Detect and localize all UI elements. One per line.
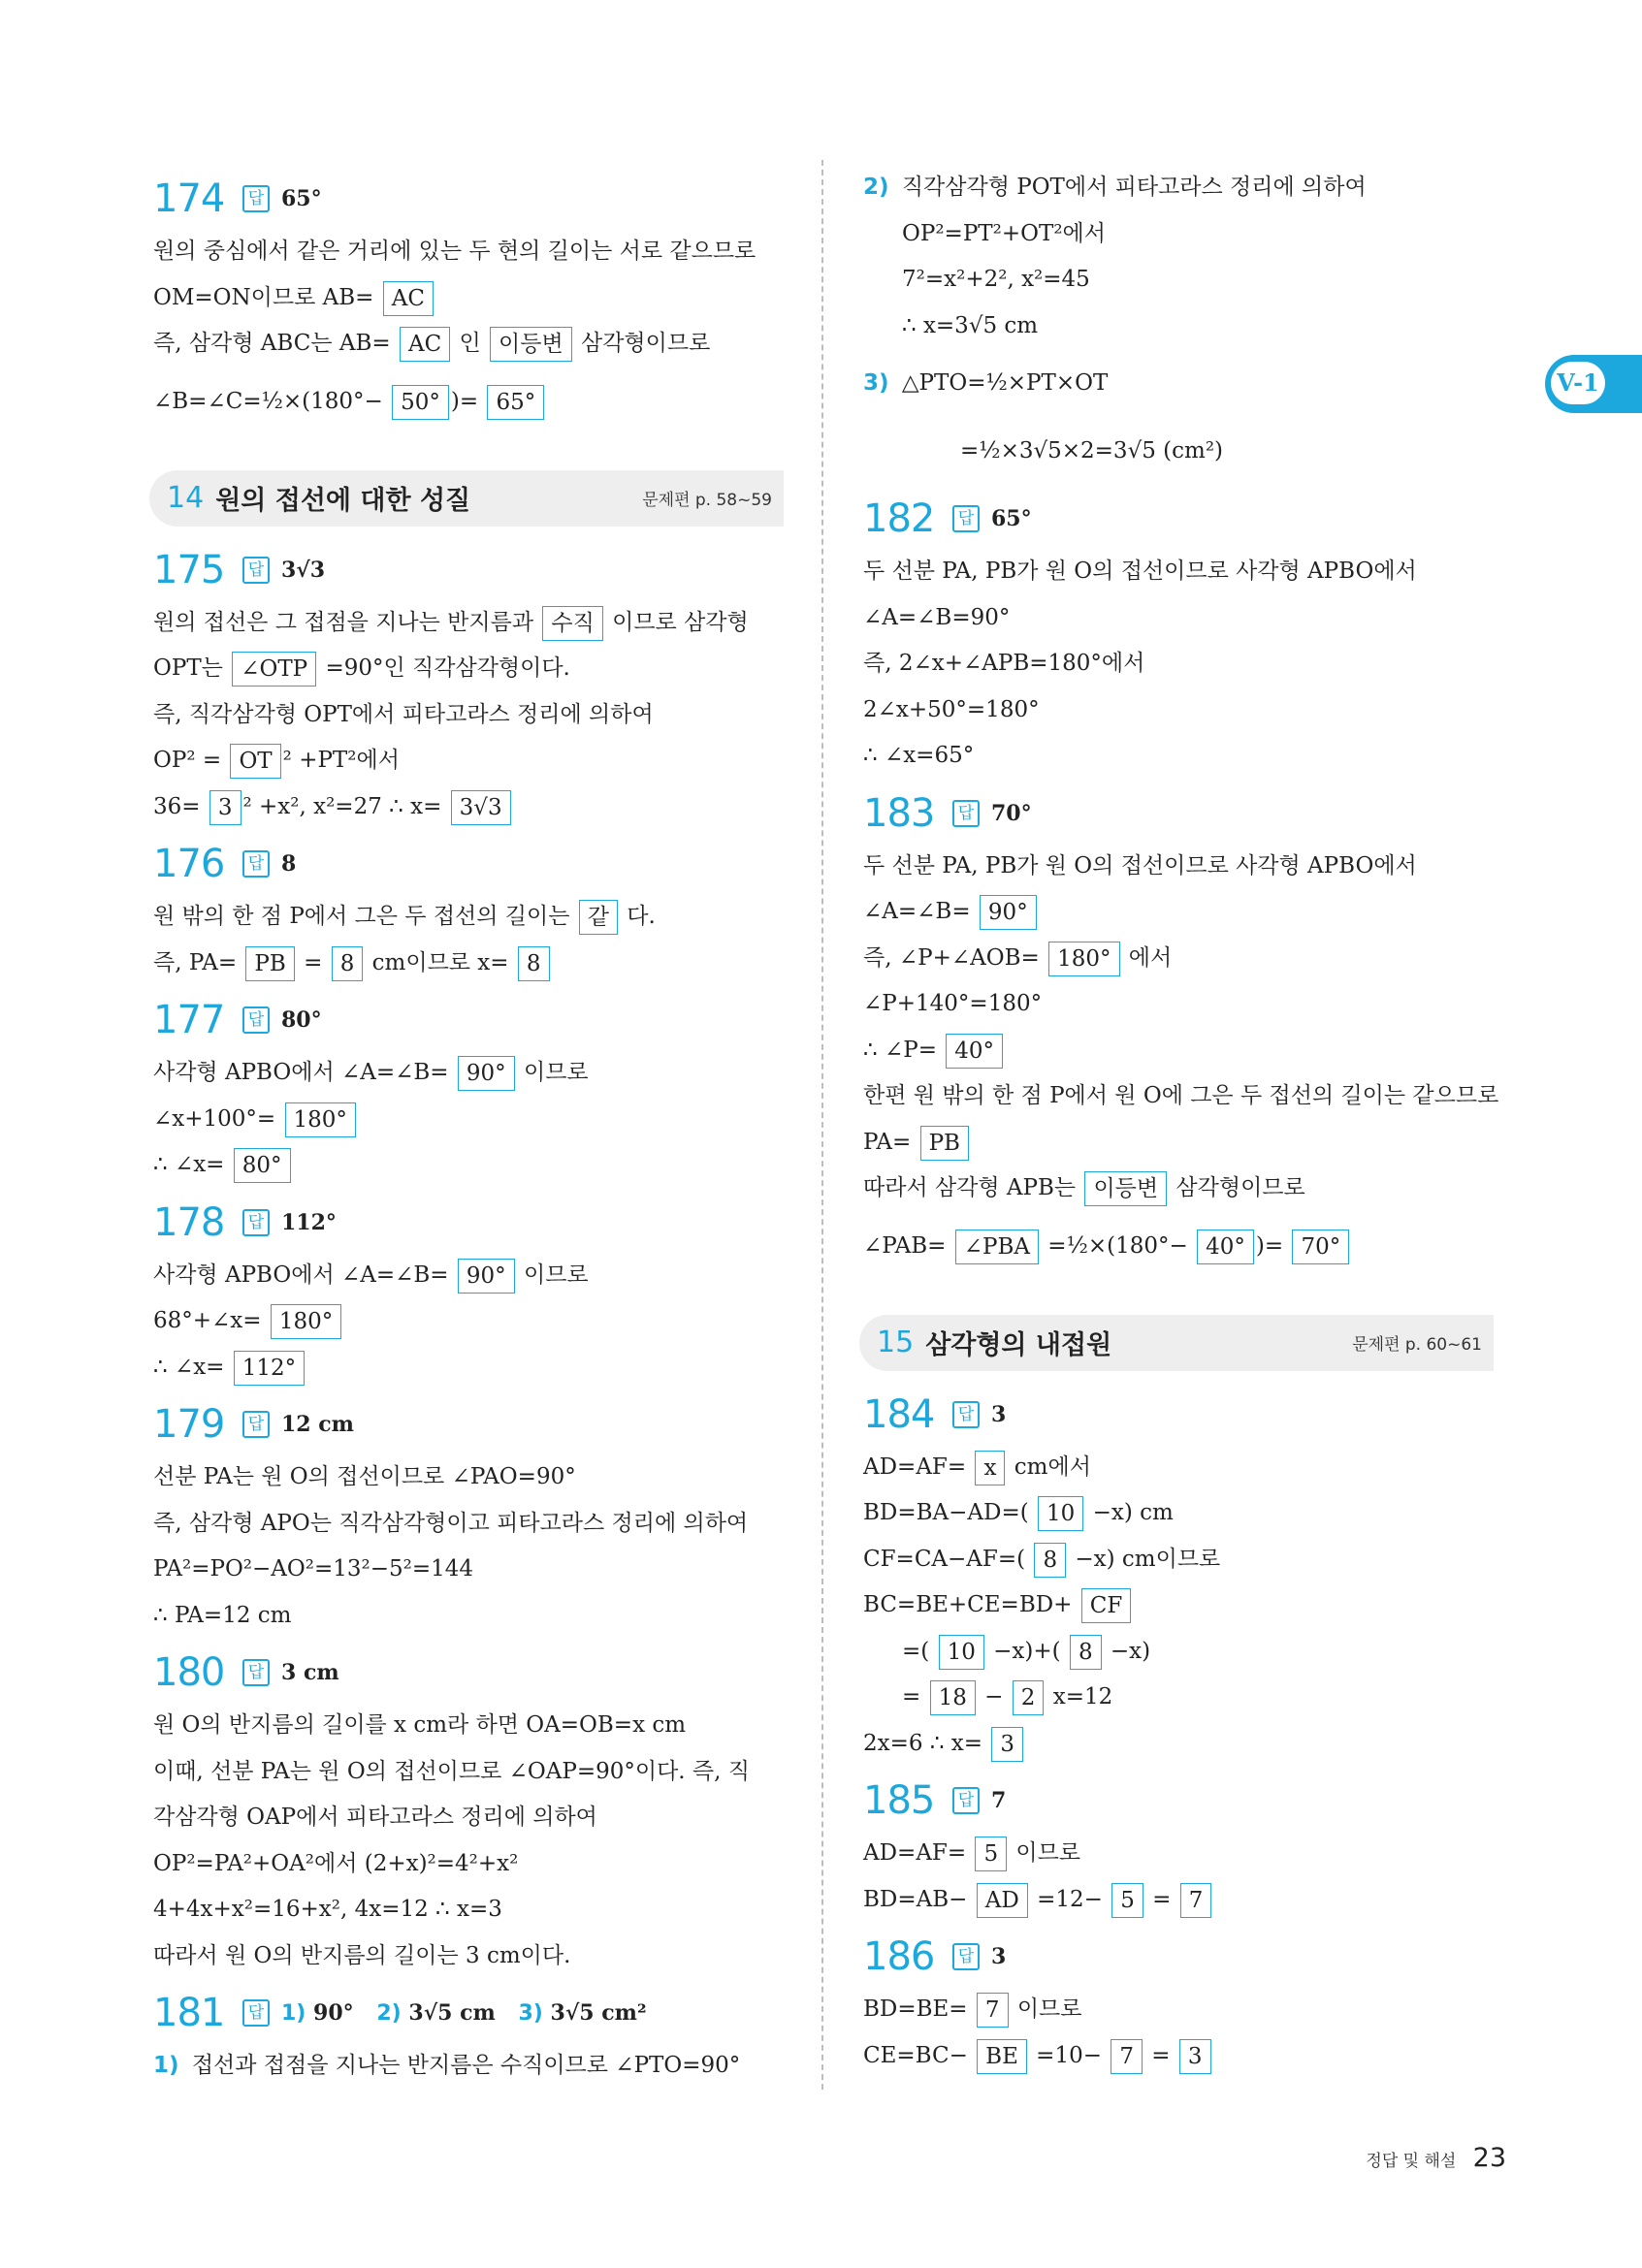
solution-line: 따라서 삼각형 APB는 이등변 삼각형이므로 — [863, 1166, 1494, 1212]
problem-number: 185 — [863, 1778, 935, 1823]
answer-box: 18 — [930, 1680, 976, 1715]
section-number: 14 — [167, 481, 205, 515]
answer-box: 65° — [487, 385, 544, 420]
section-page-ref: 문제편 p. 60~61 — [1352, 1335, 1482, 1355]
solution-line: 사각형 APBO에서 ∠A=∠B= 90° 이므로 — [153, 1050, 784, 1097]
solution-line: =½×3√5×2=3√5 (cm²) — [960, 438, 1224, 463]
solution-line: 즉, 직각삼각형 OPT에서 피타고라스 정리에 의하여 — [153, 701, 654, 727]
answer-box: PB — [920, 1126, 969, 1161]
step-label: 2) — [863, 175, 889, 200]
problem-number: 177 — [153, 998, 225, 1042]
solution-line — [153, 2043, 784, 2090]
problem-number: 182 — [863, 496, 935, 541]
solution-line: ∠B=∠C=½×(180°− 50° )= 65° — [153, 367, 784, 435]
problem-number: 186 — [863, 1934, 935, 1979]
solution-line: BD=BA−AD=( 10 −x) cm — [863, 1490, 1494, 1537]
answer-box: OT — [230, 744, 280, 779]
solution-line: AD=AF= x cm에서 — [863, 1445, 1494, 1491]
answer-box: 7 — [1180, 1883, 1212, 1918]
answer-badge: 답 — [952, 505, 980, 532]
solution-line: 두 선분 PA, PB가 원 O의 접선이므로 사각형 APBO에서 — [863, 852, 1417, 878]
solution-line: 즉, 삼각형 APO는 직각삼각형이고 피타고라스 정리에 의하여 — [153, 1510, 749, 1536]
answer-badge: 답 — [242, 1209, 270, 1236]
answer-box: 3 — [1179, 2039, 1211, 2074]
answer-label: 1) — [281, 2001, 306, 2026]
answer-label: 2) — [376, 2001, 402, 2026]
answer-box: 112° — [234, 1351, 305, 1386]
answer-badge: 답 — [242, 1659, 270, 1686]
solution-line: CE=BC− BE =10− 7 = 3 — [863, 2033, 1494, 2080]
answer-box: 8 — [1070, 1635, 1102, 1670]
section-banner-15 — [859, 1315, 1494, 1371]
solution-line: OP²=PT²+OT²에서 — [902, 220, 1106, 246]
answer-values — [281, 2000, 647, 2026]
problem-number: 174 — [153, 176, 225, 221]
solution-line: 한편 원 밖의 한 점 P에서 원 O에 그은 두 접선의 길이는 같으므로 — [863, 1083, 1499, 1108]
problem-number: 178 — [153, 1199, 225, 1245]
solution-line — [863, 349, 1494, 417]
answer-value: 7 — [991, 1788, 1007, 1813]
solution-line: OP²=PA²+OA²에서 (2+x)²=4²+x² — [153, 1850, 519, 1876]
answer-value: 3 cm — [281, 1660, 339, 1685]
answer-box: 90° — [458, 1056, 515, 1091]
problem-181 — [153, 1989, 784, 2090]
answer-badge: 답 — [952, 1943, 980, 1970]
page-footer — [1366, 2143, 1506, 2173]
answer-badge: 답 — [952, 1401, 980, 1428]
problem-number: 176 — [153, 842, 225, 886]
answer-box: 5 — [975, 1837, 1007, 1871]
solution-line: 68°+∠x= 180° — [153, 1298, 784, 1345]
section-title: 삼각형의 내접원 — [925, 1330, 1112, 1360]
solution-line: 7²=x²+2², x²=45 — [902, 267, 1090, 292]
solution-line: BC=BE+CE=BD+ CF — [863, 1582, 1494, 1629]
section-page-ref: 문제편 p. 58~59 — [642, 491, 772, 510]
problem-178 — [153, 1198, 784, 1391]
solution-line: BD=AB− AD =12− 5 = 7 — [863, 1877, 1494, 1924]
answer-box: 10 — [1038, 1496, 1083, 1531]
answer-box: 90° — [458, 1259, 515, 1294]
problem-175 — [153, 546, 784, 831]
solution-line: ∴ ∠x=65° — [863, 743, 975, 768]
answer-label: 3) — [518, 2001, 543, 2026]
problem-177 — [153, 996, 784, 1189]
left-column — [153, 165, 784, 2090]
answer-box: PB — [245, 946, 294, 981]
chapter-label: V-1 — [1551, 362, 1605, 404]
solution-line: = 18 − 2 x=12 — [863, 1675, 1494, 1721]
solution-line: OP² = OT ² +PT²에서 — [153, 738, 784, 784]
answer-box: ∠PBA — [955, 1230, 1039, 1264]
answer-badge: 답 — [242, 1999, 270, 2027]
step-text: 접선과 접점을 지나는 반지름은 수직이므로 ∠PTO=90° — [191, 2053, 741, 2078]
solution-line: ∠A=∠B= 90° — [863, 889, 1494, 936]
solution-line: 두 선분 PA, PB가 원 O의 접선이므로 사각형 APBO에서 — [863, 559, 1417, 584]
page-number: 23 — [1472, 2143, 1506, 2173]
solution-line: 원 밖의 한 점 P에서 그은 두 접선의 길이는 같 다. — [153, 894, 784, 941]
answer-box: CF — [1081, 1588, 1132, 1623]
answer-box: 180° — [271, 1304, 341, 1339]
answer-box: AD — [977, 1883, 1028, 1918]
section-banner-14 — [149, 470, 784, 527]
solution-line: 사각형 APBO에서 ∠A=∠B= 90° 이므로 — [153, 1253, 784, 1299]
answer-box: 40° — [946, 1034, 1003, 1069]
answer-value: 70° — [991, 800, 1032, 826]
answer-box: x — [975, 1451, 1005, 1485]
solution-line: 4+4x+x²=16+x², 4x=12 ∴ x=3 — [153, 1897, 502, 1922]
problem-184 — [863, 1390, 1494, 1768]
solution-line: ∠x+100°= 180° — [153, 1097, 784, 1143]
answer-box: 3√3 — [451, 790, 511, 825]
problem-181-continued — [863, 165, 1494, 485]
solution-line: =( 10 −x)+( 8 −x) — [863, 1629, 1494, 1676]
answer-box: 90° — [980, 895, 1037, 930]
answer-badge: 답 — [242, 850, 270, 878]
answer-value: 3√5 cm — [408, 2000, 496, 2026]
answer-box: AC — [400, 327, 450, 362]
answer-badge: 답 — [952, 800, 980, 827]
answer-box: ∠OTP — [232, 652, 316, 687]
right-column — [863, 165, 1499, 2079]
problem-186 — [863, 1933, 1494, 2079]
solution-line: 즉, ∠P+∠AOB= 180° 에서 — [863, 936, 1494, 982]
answer-box: 수직 — [542, 606, 602, 641]
solution-line: 즉, 삼각형 ABC는 AB= AC 인 이등변 삼각형이므로 — [153, 321, 784, 367]
solution-line: OPT는 ∠OTP =90°인 직각삼각형이다. — [153, 646, 784, 692]
solution-line: AD=AF= 5 이므로 — [863, 1831, 1494, 1877]
footer-text: 정답 및 해설 — [1366, 2152, 1457, 2171]
problem-number: 184 — [863, 1391, 935, 1437]
answer-box: 8 — [332, 946, 364, 981]
answer-badge: 답 — [242, 185, 270, 212]
solution-line: PA= PB — [863, 1120, 1494, 1166]
solution-line: ∴ ∠x= 80° — [153, 1142, 784, 1189]
answer-box: 8 — [1034, 1543, 1066, 1578]
chapter-tab — [1545, 355, 1642, 413]
answer-value: 3√3 — [281, 557, 326, 583]
step-label: 3) — [863, 370, 889, 396]
answer-box: 같 — [579, 900, 618, 935]
solution-line: CF=CA−AF=( 8 −x) cm이므로 — [863, 1537, 1494, 1583]
answer-value: 8 — [281, 851, 297, 877]
solution-line: PA²=PO²−AO²=13²−5²=144 — [153, 1556, 474, 1581]
solution-line: ∴ ∠x= 112° — [153, 1345, 784, 1391]
answer-value: 65° — [991, 506, 1032, 531]
solution-line: ∴ PA=12 cm — [153, 1602, 292, 1628]
solution-line: OM=ON이므로 AB= AC — [153, 275, 784, 322]
answer-box: 2 — [1013, 1680, 1045, 1715]
solution-line: ∠P+140°=180° — [863, 991, 1043, 1016]
answer-box: 40° — [1197, 1230, 1254, 1264]
solution-line: 즉, 2∠x+∠APB=180°에서 — [863, 651, 1145, 676]
solution-line: 즉, PA= PB = 8 cm이므로 x= 8 — [153, 941, 784, 987]
solution-line: 2∠x+50°=180° — [863, 696, 1040, 722]
solution-line: 선분 PA는 원 O의 접선이므로 ∠PAO=90° — [153, 1464, 576, 1489]
answer-box: 70° — [1292, 1230, 1349, 1264]
problem-number: 179 — [153, 1402, 225, 1447]
problem-number: 183 — [863, 790, 935, 836]
answer-box: 8 — [518, 946, 550, 981]
answer-box: BE — [977, 2039, 1027, 2074]
answer-box: 180° — [1048, 942, 1119, 976]
answer-badge: 답 — [952, 1787, 980, 1814]
answer-box: 3 — [209, 790, 241, 825]
problem-number: 181 — [153, 1991, 225, 2035]
answer-value: 80° — [281, 1007, 322, 1033]
answer-box: AC — [383, 281, 434, 316]
answer-box: 이등변 — [490, 327, 572, 362]
problem-176 — [153, 840, 784, 986]
problem-182 — [863, 495, 1494, 780]
answer-value: 3 — [991, 1401, 1007, 1427]
problem-174 — [153, 175, 784, 435]
section-number: 15 — [877, 1326, 915, 1359]
solution-line: ∠A=∠B=90° — [863, 604, 1011, 630]
step-label: 1) — [153, 2053, 179, 2078]
solution-line: 원 O의 반지름의 길이를 x cm라 하면 OA=OB=x cm — [153, 1712, 687, 1738]
solution-line: 각삼각형 OAP에서 피타고라스 정리에 의하여 — [153, 1805, 597, 1830]
solution-line — [863, 165, 1494, 211]
answer-box: 180° — [285, 1102, 356, 1137]
solution-line: ∠PAB= ∠PBA =½×(180°− 40° )= 70° — [863, 1212, 1494, 1280]
solution-line: ∴ ∠P= 40° — [863, 1028, 1494, 1074]
solution-line: 이때, 선분 PA는 원 O의 접선이므로 ∠OAP=90°이다. 즉, 직 — [153, 1758, 750, 1784]
problem-number: 175 — [153, 547, 225, 592]
solution-line: 36= 3 ² +x², x²=27 ∴ x= 3√3 — [153, 784, 784, 831]
step-text: 직각삼각형 POT에서 피타고라스 정리에 의하여 — [901, 175, 1367, 200]
problem-185 — [863, 1776, 1494, 1923]
answer-box: 5 — [1111, 1883, 1143, 1918]
column-divider — [821, 160, 823, 2090]
answer-value: 3 — [991, 1944, 1007, 1969]
answer-box: 80° — [234, 1148, 291, 1183]
answer-box: 3 — [991, 1727, 1023, 1762]
solution-line: BD=BE= 7 이므로 — [863, 1987, 1494, 2033]
answer-badge: 답 — [242, 557, 270, 584]
problem-180 — [153, 1648, 784, 1979]
answer-value: 3√5 cm² — [550, 2000, 647, 2026]
answer-value: 65° — [281, 186, 322, 211]
answer-badge: 답 — [242, 1411, 270, 1438]
problem-179 — [153, 1400, 784, 1639]
problem-183 — [863, 789, 1499, 1280]
answer-box: 50° — [392, 385, 449, 420]
section-title: 원의 접선에 대한 성질 — [215, 486, 471, 516]
solution-line: 원의 접선은 그 접점을 지나는 반지름과 수직 이므로 삼각형 — [153, 600, 784, 647]
answer-box: 10 — [939, 1635, 984, 1670]
answer-box: 7 — [1111, 2039, 1143, 2074]
answer-box: 이등변 — [1084, 1171, 1167, 1206]
answer-box: 7 — [977, 1993, 1009, 2028]
solution-line: 2x=6 ∴ x= 3 — [863, 1721, 1494, 1768]
problem-number: 180 — [153, 1650, 225, 1695]
solution-line: 원의 중심에서 같은 거리에 있는 두 현의 길이는 서로 같으므로 — [153, 239, 757, 264]
answer-value: 112° — [281, 1209, 337, 1235]
answer-value: 12 cm — [281, 1412, 354, 1437]
solution-line: ∴ x=3√5 cm — [902, 312, 1039, 338]
answer-value: 90° — [313, 2000, 354, 2026]
step-text: △PTO=½×PT×OT — [901, 370, 1109, 396]
answer-badge: 답 — [242, 1006, 270, 1034]
solution-line: 따라서 원 O의 반지름의 길이는 3 cm이다. — [153, 1942, 571, 1968]
